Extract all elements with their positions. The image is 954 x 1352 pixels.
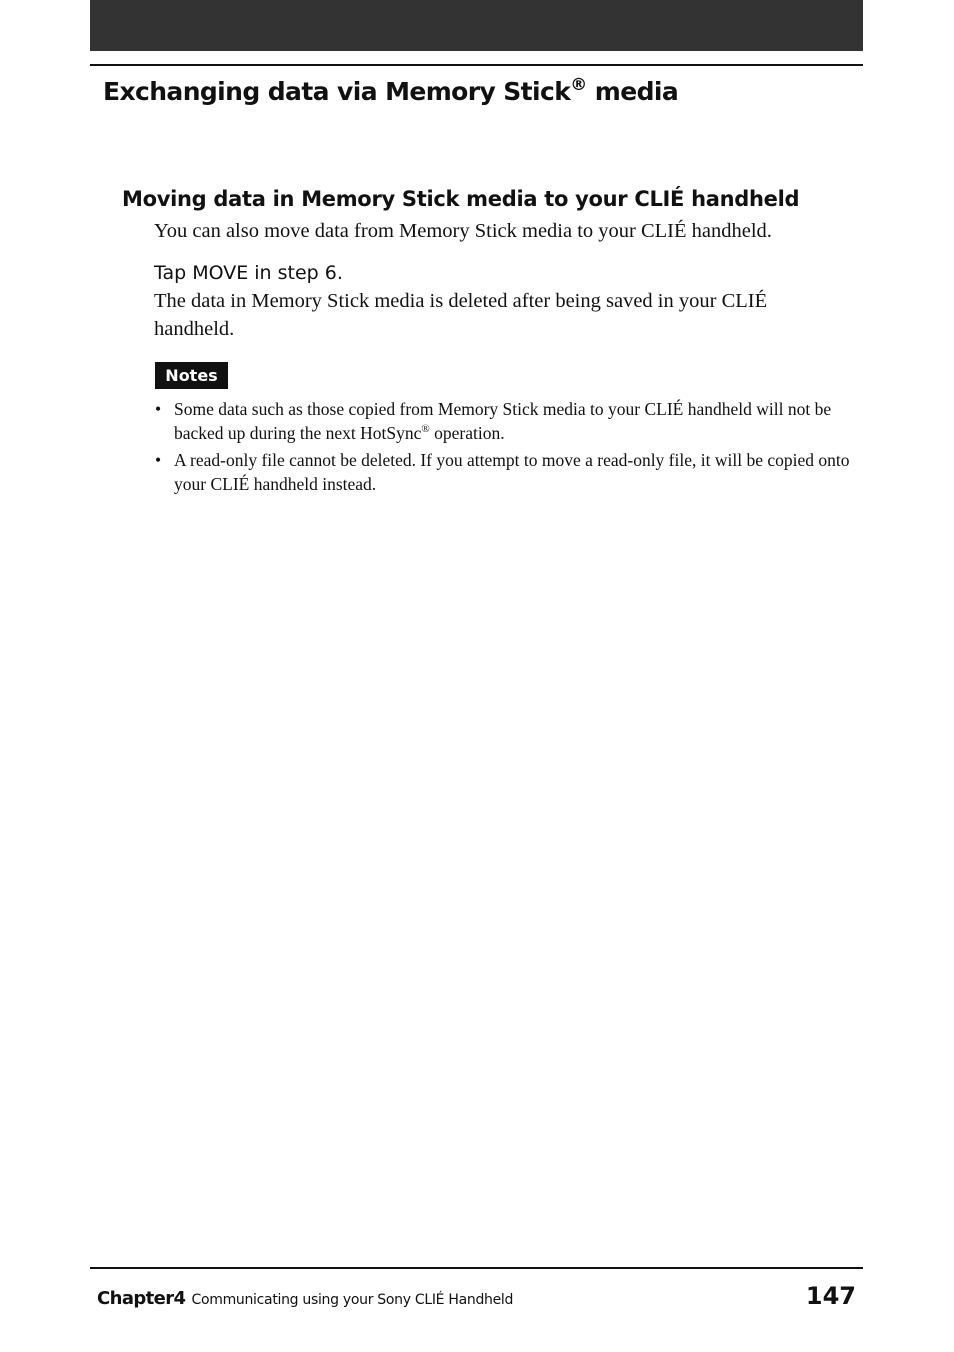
intro-paragraph: You can also move data from Memory Stick media to your CLIÉ handheld. [154,220,772,242]
registered-mark: ® [570,75,587,95]
section-title-text: Exchanging data via Memory Stick [103,77,571,106]
notes-label: Notes [155,362,228,389]
section-title [103,74,678,110]
notes-list [155,397,850,499]
footer-chapter [97,1285,513,1314]
title-divider [90,64,863,66]
bullet-icon: • [155,399,162,419]
step-description: The data in Memory Stick media is deleted after being saved in your CLIÉ handheld. [154,290,768,340]
note-item [155,397,850,445]
step-label: Tap MOVE in step 6. [154,262,343,284]
registered-mark: ® [421,423,430,435]
bullet-icon: • [155,450,162,470]
section-title-suffix: media [586,77,679,106]
note-item [155,448,850,496]
subsection-heading: Moving data in Memory Stick media to your CLIÉ handheld [122,187,800,211]
page-number: 147 [805,1282,856,1310]
note-text: A read-only file cannot be deleted. If you attempt to move a read-only file, it will be copied onto your CLIÉ handheld instead. [174,450,850,494]
footer-divider [90,1267,863,1269]
chapter-title: Communicating using your Sony CLIÉ Handheld [191,1292,514,1308]
chapter-label: Chapter4 [97,1288,186,1309]
note-text-suffix: operation. [429,423,505,443]
note-text: Some data such as those copied from Memory Stick media to your CLIÉ handheld will not be backed up during the next HotSync [174,399,832,443]
header-bar [90,0,863,51]
